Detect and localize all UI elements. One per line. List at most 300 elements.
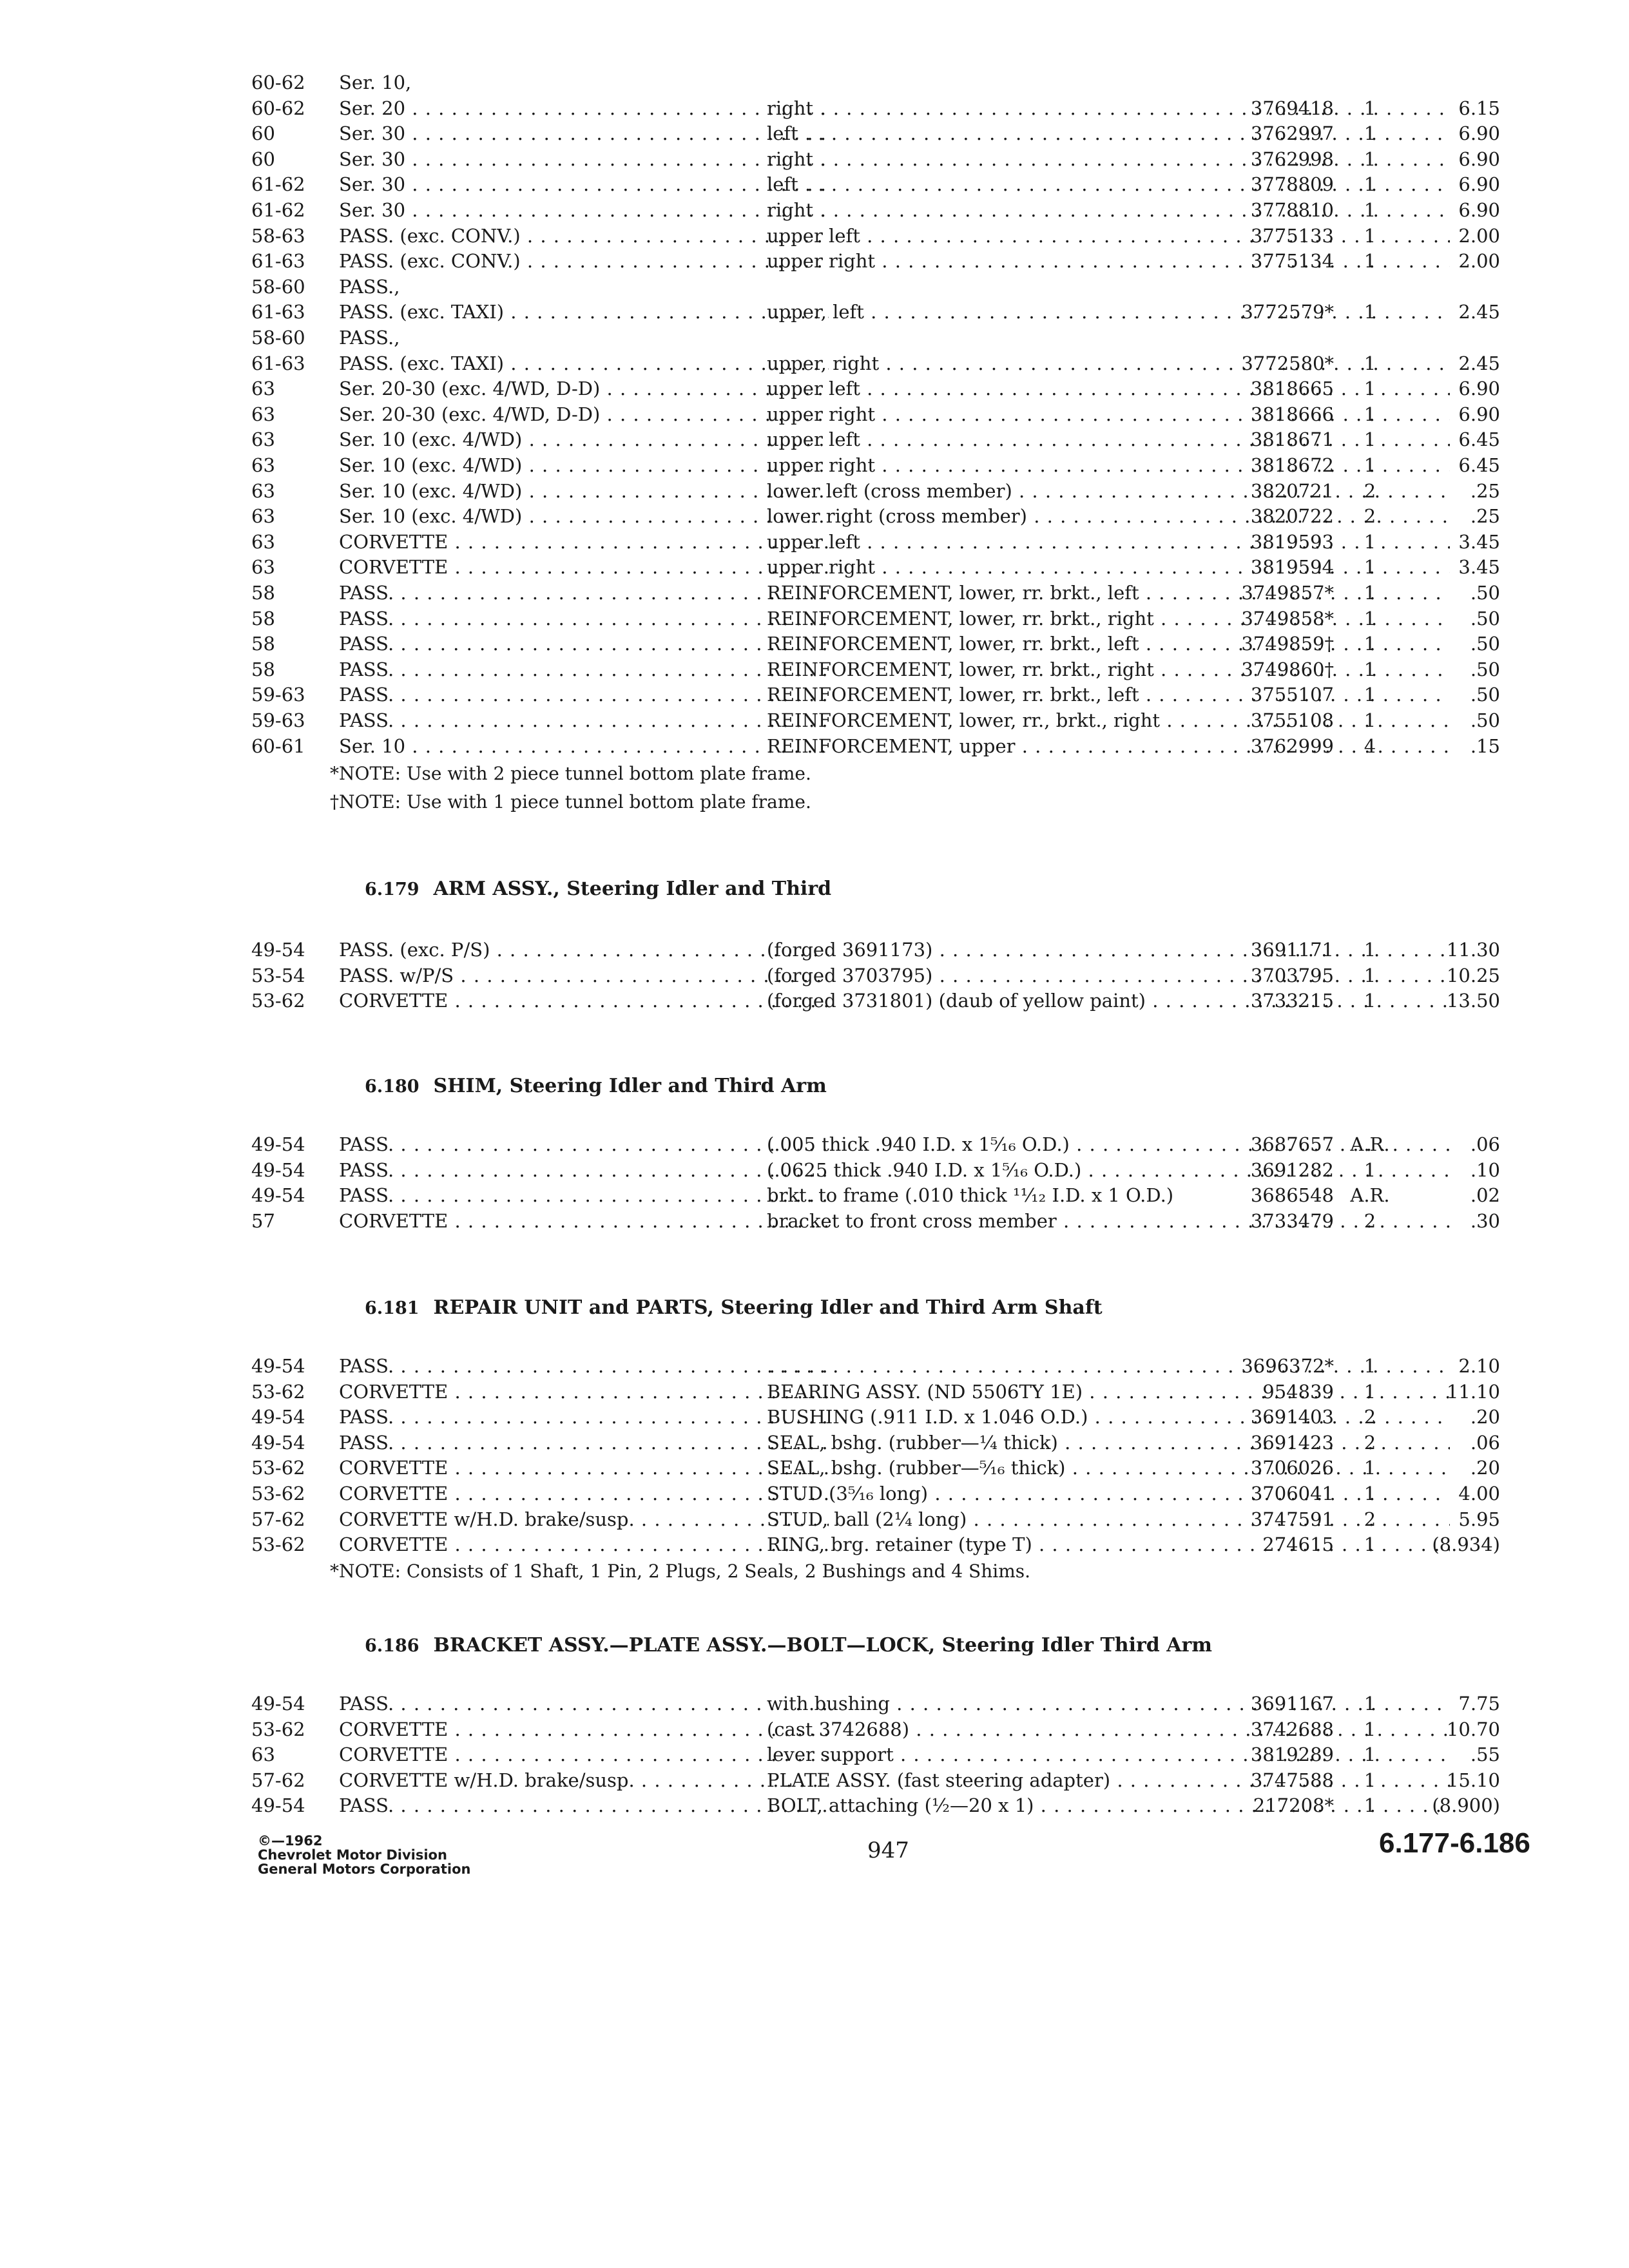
part-number-cell: 3775133: [1250, 224, 1334, 247]
year-cell: 61-62: [251, 173, 305, 196]
part-number-cell: 3733215: [1250, 990, 1334, 1012]
quantity-cell: 1: [1364, 658, 1376, 680]
table-row: [251, 223, 1500, 249]
price-cell: (8.900): [1432, 1794, 1500, 1817]
quantity-cell: 1: [1364, 530, 1376, 553]
description-cell: upper right . . .: [767, 248, 1450, 274]
model-cell: PASS. . . .: [339, 580, 829, 606]
year-cell: 53-62: [251, 1483, 305, 1504]
part-number-cell: 3749858*: [1241, 607, 1334, 629]
year-cell: 57-62: [251, 1769, 305, 1791]
quantity-cell: 1: [1364, 939, 1376, 961]
part-number-cell: 3818672: [1250, 454, 1334, 476]
description-cell: SEAL, bshg. (rubber—⁵⁄₁₆ thick) . . .: [767, 1455, 1450, 1481]
section-number: 6.181: [365, 1298, 419, 1318]
price-cell: 2.00: [1458, 250, 1500, 273]
table-row: [251, 452, 1500, 478]
table-row: [251, 1767, 1500, 1793]
year-cell: 49-54: [251, 1133, 305, 1155]
description-cell: REINFORCEMENT, lower, rr., brkt., right . . .: [767, 707, 1450, 733]
year-cell: 63: [251, 378, 275, 400]
part-number-cell: 3818666: [1250, 403, 1334, 425]
quantity-cell: 1: [1364, 633, 1376, 655]
price-cell: .50: [1470, 607, 1500, 629]
year-cell: 49-54: [251, 1184, 305, 1207]
part-number-cell: 3691282: [1250, 1158, 1334, 1181]
table-row: [251, 1157, 1500, 1183]
model-cell: Ser. 10 (exc. 4/WD) . . .: [339, 452, 829, 478]
description-cell: upper, right . . .: [767, 351, 1450, 376]
quantity-cell: 1: [1364, 1158, 1376, 1181]
year-cell: 60-62: [251, 97, 305, 119]
model-cell: CORVETTE w/H.D. brake/susp. . . .: [339, 1767, 829, 1793]
section-title: ARM ASSY., Steering Idler and Third: [433, 878, 832, 900]
price-cell: .06: [1470, 1431, 1500, 1454]
table-row: [251, 146, 1500, 172]
price-cell: .10: [1470, 1158, 1500, 1181]
model-cell: Ser. 30 . . .: [339, 171, 829, 197]
part-number-cell: 3686548: [1250, 1184, 1334, 1207]
copyright: ©—1962: [258, 1833, 323, 1849]
year-cell: 58-60: [251, 327, 305, 349]
section-heading: [365, 1634, 1212, 1657]
price-cell: 5.95: [1458, 1508, 1500, 1530]
table-row: [251, 248, 1500, 274]
description-cell: PLATE ASSY. (fast steering adapter) . . .: [767, 1767, 1450, 1793]
price-cell: 11.10: [1446, 1380, 1500, 1403]
year-cell: 53-54: [251, 964, 305, 986]
description-cell: (.0625 thick .940 I.D. x 1⁵⁄₁₆ O.D.) . . .: [767, 1157, 1450, 1183]
part-number-cell: 954839: [1262, 1380, 1334, 1403]
year-cell: 61-63: [251, 352, 305, 374]
table-row: [251, 95, 1500, 121]
table-row: [251, 1792, 1500, 1818]
model-cell: CORVETTE . . .: [339, 988, 829, 1014]
description-cell: BOLT, attaching (½—20 x 1) . . .: [767, 1792, 1450, 1818]
table-row: [251, 376, 1500, 401]
price-cell: (8.934): [1432, 1533, 1500, 1556]
year-cell: 61-63: [251, 250, 305, 273]
price-cell: .02: [1470, 1184, 1500, 1207]
year-cell: 63: [251, 454, 275, 476]
year-cell: 63: [251, 479, 275, 502]
price-cell: 2.00: [1458, 224, 1500, 247]
model-cell: PASS. w/P/S . . .: [339, 963, 829, 988]
table-row: [251, 1208, 1500, 1234]
description-cell: bracket to front cross member . . .: [767, 1208, 1450, 1234]
table-row: [251, 427, 1500, 452]
year-cell: 53-62: [251, 1533, 305, 1556]
table-row: [251, 325, 1463, 351]
model-cell: PASS. . . .: [339, 1182, 829, 1208]
price-cell: .50: [1470, 633, 1500, 655]
model-cell: PASS. (exc. CONV.) . . .: [339, 248, 829, 274]
year-cell: 63: [251, 556, 275, 579]
description-cell: SEAL, bshg. (rubber—¼ thick) . . .: [767, 1430, 1450, 1456]
part-number-cell: 3819593: [1250, 530, 1334, 553]
table-row: [251, 1455, 1500, 1481]
price-cell: 2.10: [1458, 1355, 1500, 1377]
description-cell: upper left . . .: [767, 223, 1450, 249]
price-cell: 3.45: [1458, 530, 1500, 553]
quantity-cell: 4: [1364, 735, 1376, 757]
model-cell: Ser. 10 (exc. 4/WD) . . .: [339, 503, 829, 529]
year-cell: 49-54: [251, 1693, 305, 1715]
part-number-cell: 3820722: [1250, 505, 1334, 528]
description-cell: upper left . . .: [767, 376, 1450, 401]
model-cell: PASS. . . .: [339, 1404, 829, 1430]
model-cell: CORVETTE . . .: [339, 529, 829, 555]
page-number: 947: [867, 1838, 909, 1863]
part-number-cell: 3696372*: [1241, 1355, 1334, 1377]
quantity-cell: A.R.: [1350, 1184, 1390, 1207]
part-number-cell: 3778809: [1250, 173, 1334, 196]
part-number-cell: 3747588: [1250, 1769, 1334, 1791]
model-cell: PASS.,: [339, 327, 400, 349]
price-cell: .50: [1470, 658, 1500, 680]
year-cell: 59-63: [251, 684, 305, 706]
price-cell: 11.30: [1446, 939, 1500, 961]
description-cell: REINFORCEMENT, lower, rr. brkt., left . . .: [767, 580, 1450, 606]
model-cell: PASS. . . .: [339, 631, 829, 657]
table-row: [251, 478, 1500, 504]
year-cell: 49-54: [251, 1431, 305, 1454]
part-number-cell: 3819289: [1250, 1744, 1334, 1766]
price-cell: 6.90: [1458, 122, 1500, 145]
model-cell: PASS. . . .: [339, 682, 829, 707]
year-cell: 63: [251, 403, 275, 425]
price-cell: 4.00: [1458, 1483, 1500, 1504]
model-cell: CORVETTE . . .: [339, 554, 829, 580]
year-cell: 58: [251, 658, 275, 680]
quantity-cell: 1: [1364, 709, 1376, 731]
part-number-cell: 3733479: [1250, 1209, 1334, 1232]
table-row: [251, 503, 1500, 529]
model-cell: PASS. . . .: [339, 1157, 829, 1183]
part-number-cell: 3703795: [1250, 964, 1334, 986]
table-row: [251, 1404, 1500, 1430]
quantity-cell: 1: [1364, 378, 1376, 400]
description-cell: brkt. to frame (.010 thick ¹¹⁄₁₂ I.D. x 1 O.D.): [767, 1184, 1174, 1207]
description-cell: (forged 3703795) . . .: [767, 963, 1450, 988]
price-cell: 2.45: [1458, 301, 1500, 323]
quantity-cell: 1: [1364, 684, 1376, 706]
part-number-cell: 217208*: [1253, 1794, 1334, 1817]
quantity-cell: 1: [1364, 250, 1376, 273]
part-number-cell: 3818671: [1250, 428, 1334, 451]
price-cell: 10.70: [1446, 1718, 1500, 1740]
description-cell: REINFORCEMENT, upper . . .: [767, 733, 1450, 759]
year-cell: 60-61: [251, 735, 305, 757]
footnote: *NOTE: Consists of 1 Shaft, 1 Pin, 2 Plugs, 2 Seals, 2 Bushings and 4 Shims.: [330, 1560, 1031, 1582]
model-cell: PASS. . . .: [339, 606, 829, 631]
description-cell: left . . .: [767, 171, 1450, 197]
quantity-cell: 1: [1364, 403, 1376, 425]
year-cell: 53-62: [251, 1718, 305, 1740]
year-cell: 57: [251, 1209, 275, 1232]
model-cell: Ser. 30 . . .: [339, 120, 829, 146]
division-name: Chevrolet Motor Division: [258, 1847, 447, 1863]
model-cell: PASS. (exc. P/S) . . .: [339, 937, 829, 963]
table-row: [251, 554, 1500, 580]
year-cell: 60: [251, 148, 275, 170]
model-cell: PASS. (exc. TAXI) . . .: [339, 299, 829, 325]
footnote: †NOTE: Use with 1 piece tunnel bottom plate frame.: [330, 791, 811, 813]
model-cell: PASS. . . .: [339, 657, 829, 682]
model-cell: Ser. 10 . . .: [339, 733, 829, 759]
price-cell: .55: [1470, 1744, 1500, 1766]
year-cell: 49-54: [251, 1158, 305, 1181]
model-cell: CORVETTE w/H.D. brake/susp. . . .: [339, 1506, 829, 1532]
table-row: [251, 1379, 1500, 1405]
year-cell: 58: [251, 607, 275, 629]
table-row: [251, 401, 1500, 427]
model-cell: Ser. 20-30 (exc. 4/WD, D-D) . . .: [339, 376, 829, 401]
quantity-cell: 2: [1364, 1431, 1376, 1454]
part-number-cell: 3778810: [1250, 199, 1334, 221]
section-number: 6.186: [365, 1636, 419, 1656]
year-cell: 63: [251, 1744, 275, 1766]
model-cell: PASS. (exc. CONV.) . . .: [339, 223, 829, 249]
price-cell: .20: [1470, 1457, 1500, 1479]
quantity-cell: 1: [1364, 1533, 1376, 1556]
part-number-cell: 274615: [1262, 1533, 1334, 1556]
table-row: [251, 1716, 1500, 1742]
description-cell: right . . .: [767, 146, 1450, 172]
table-row: [251, 1131, 1500, 1157]
part-number-cell: 3749857*: [1241, 582, 1334, 604]
section-heading: [365, 1075, 827, 1097]
table-row: [251, 1506, 1500, 1532]
year-cell: 58: [251, 582, 275, 604]
quantity-cell: 1: [1364, 1718, 1376, 1740]
table-row: [251, 1353, 1500, 1379]
quantity-cell: A.R.: [1350, 1133, 1390, 1155]
footnote: *NOTE: Use with 2 piece tunnel bottom plate frame.: [330, 763, 811, 785]
year-cell: 53-62: [251, 1380, 305, 1403]
model-cell: PASS.,: [339, 275, 400, 298]
section-heading: [365, 1296, 1103, 1319]
quantity-cell: 1: [1364, 1693, 1376, 1715]
quantity-cell: 1: [1364, 556, 1376, 579]
year-cell: 60-62: [251, 72, 305, 93]
part-number-cell: 3691167: [1250, 1693, 1334, 1715]
description-cell: lever support . . .: [767, 1742, 1450, 1767]
model-cell: CORVETTE . . .: [339, 1481, 829, 1506]
description-cell: RING, brg. retainer (type T) . . .: [767, 1532, 1450, 1557]
description-cell: REINFORCEMENT, lower, rr. brkt., left . . .: [767, 631, 1450, 657]
price-cell: 10.25: [1446, 964, 1500, 986]
part-number-cell: 3819594: [1250, 556, 1334, 579]
quantity-cell: 1: [1364, 122, 1376, 145]
table-row: [251, 963, 1500, 988]
section-title: BRACKET ASSY.—PLATE ASSY.—BOLT—LOCK, Steering Idler Third Arm: [433, 1634, 1213, 1657]
table-row: [251, 1532, 1500, 1557]
description-cell: (forged 3731801) (daub of yellow paint) . . .: [767, 988, 1450, 1014]
part-number-cell: 3818665: [1250, 378, 1334, 400]
description-cell: REINFORCEMENT, lower, rr. brkt., right . . .: [767, 657, 1450, 682]
quantity-cell: 2: [1364, 1209, 1376, 1232]
price-cell: 2.45: [1458, 352, 1500, 374]
quantity-cell: 2: [1364, 479, 1376, 502]
section-heading: [365, 878, 831, 900]
model-cell: Ser. 10 (exc. 4/WD) . . .: [339, 478, 829, 504]
description-cell: upper, left . . .: [767, 299, 1450, 325]
price-cell: .20: [1470, 1406, 1500, 1428]
price-cell: 6.90: [1458, 403, 1500, 425]
part-number-cell: 3687657: [1250, 1133, 1334, 1155]
part-number-cell: 3820721: [1250, 479, 1334, 502]
year-cell: 57-62: [251, 1508, 305, 1530]
description-cell: right . . .: [767, 95, 1450, 121]
year-cell: 53-62: [251, 990, 305, 1012]
quantity-cell: 1: [1364, 1380, 1376, 1403]
quantity-cell: 1: [1364, 352, 1376, 374]
quantity-cell: 1: [1364, 1769, 1376, 1791]
description-cell: upper right . . .: [767, 554, 1450, 580]
model-cell: CORVETTE . . .: [339, 1208, 829, 1234]
quantity-cell: 1: [1364, 97, 1376, 119]
year-cell: 49-54: [251, 1406, 305, 1428]
model-cell: CORVETTE . . .: [339, 1716, 829, 1742]
description-cell: STUD, ball (2¼ long) . . .: [767, 1506, 1450, 1532]
quantity-cell: 1: [1364, 582, 1376, 604]
table-row: [251, 197, 1500, 223]
quantity-cell: 1: [1364, 224, 1376, 247]
corporation-name: General Motors Corporation: [258, 1861, 471, 1877]
description-cell: (.005 thick .940 I.D. x 1⁵⁄₁₆ O.D.) . . .: [767, 1131, 1450, 1157]
quantity-cell: 2: [1364, 1406, 1376, 1428]
price-cell: 6.90: [1458, 199, 1500, 221]
model-cell: PASS. . . .: [339, 1691, 829, 1716]
part-number-cell: 3742688: [1250, 1718, 1334, 1740]
description-cell: with bushing . . .: [767, 1691, 1450, 1716]
year-cell: 63: [251, 530, 275, 553]
table-row: [251, 988, 1500, 1014]
price-cell: .50: [1470, 684, 1500, 706]
model-cell: PASS. . . .: [339, 707, 829, 733]
price-cell: 6.90: [1458, 148, 1500, 170]
price-cell: 13.50: [1446, 990, 1500, 1012]
price-cell: 7.75: [1458, 1693, 1500, 1715]
part-number-cell: 3755107: [1250, 684, 1334, 706]
quantity-cell: 1: [1364, 148, 1376, 170]
year-cell: 63: [251, 505, 275, 528]
price-cell: 6.45: [1458, 428, 1500, 451]
section-number: 6.179: [365, 879, 419, 899]
quantity-cell: 1: [1364, 1483, 1376, 1504]
table-row: [251, 580, 1500, 606]
model-cell: PASS. . . .: [339, 1131, 829, 1157]
year-cell: 61-62: [251, 199, 305, 221]
year-cell: 58: [251, 633, 275, 655]
part-number-cell: 3706026: [1250, 1457, 1334, 1479]
price-cell: .50: [1470, 582, 1500, 604]
description-cell: (cast 3742688) . . .: [767, 1716, 1450, 1742]
model-cell: PASS. . . .: [339, 1430, 829, 1456]
quantity-cell: 1: [1364, 199, 1376, 221]
footer-credits: [258, 1834, 470, 1876]
part-number-cell: 3772579*: [1241, 301, 1334, 323]
year-cell: 61-63: [251, 301, 305, 323]
quantity-cell: 1: [1364, 964, 1376, 986]
quantity-cell: 1: [1364, 990, 1376, 1012]
part-number-cell: 3691423: [1250, 1431, 1334, 1454]
table-row: [251, 682, 1500, 707]
price-cell: .06: [1470, 1133, 1500, 1155]
part-number-cell: 3762997: [1250, 122, 1334, 145]
quantity-cell: 1: [1364, 1794, 1376, 1817]
quantity-cell: 1: [1364, 428, 1376, 451]
description-cell: STUD (3⁵⁄₁₆ long) . . .: [767, 1481, 1450, 1506]
table-row: [251, 1182, 1500, 1208]
description-cell: upper right . . .: [767, 452, 1450, 478]
table-row: [251, 631, 1500, 657]
quantity-cell: 1: [1364, 1457, 1376, 1479]
price-cell: 6.15: [1458, 97, 1500, 119]
part-number-cell: 3775134: [1250, 250, 1334, 273]
table-row: [251, 120, 1500, 146]
quantity-cell: 1: [1364, 1744, 1376, 1766]
description-cell: REINFORCEMENT, lower, rr. brkt., right . . .: [767, 606, 1450, 631]
description-cell: right . . .: [767, 197, 1450, 223]
quantity-cell: 2: [1364, 1508, 1376, 1530]
table-row: [251, 606, 1500, 631]
quantity-cell: 1: [1364, 173, 1376, 196]
table-row: [251, 937, 1500, 963]
model-cell: PASS. . . .: [339, 1792, 829, 1818]
year-cell: 63: [251, 428, 275, 451]
table-row: [251, 171, 1500, 197]
table-row: [251, 1430, 1500, 1456]
section-number: 6.180: [365, 1077, 419, 1097]
description-cell: lower right (cross member) . . .: [767, 503, 1450, 529]
year-cell: 49-54: [251, 1355, 305, 1377]
description-cell: upper left . . .: [767, 427, 1450, 452]
model-cell: Ser. 10,: [339, 72, 412, 93]
year-cell: 49-54: [251, 939, 305, 961]
description-cell: (forged 3691173) . . .: [767, 937, 1450, 963]
table-row: [251, 299, 1500, 325]
model-cell: Ser. 30 . . .: [339, 146, 829, 172]
price-cell: 6.90: [1458, 173, 1500, 196]
price-cell: 6.90: [1458, 378, 1500, 400]
quantity-cell: 1: [1364, 607, 1376, 629]
quantity-cell: 2: [1364, 505, 1376, 528]
model-cell: CORVETTE . . .: [339, 1532, 829, 1557]
model-cell: CORVETTE . . .: [339, 1379, 829, 1405]
part-number-cell: 3762999: [1250, 735, 1334, 757]
price-cell: .25: [1470, 479, 1500, 502]
part-number-cell: 3747591: [1250, 1508, 1334, 1530]
model-cell: CORVETTE . . .: [339, 1455, 829, 1481]
price-cell: .50: [1470, 709, 1500, 731]
price-cell: 6.45: [1458, 454, 1500, 476]
price-cell: .25: [1470, 505, 1500, 528]
model-cell: Ser. 20 . . .: [339, 95, 829, 121]
table-row: [251, 733, 1500, 759]
year-cell: 49-54: [251, 1794, 305, 1817]
part-number-cell: 3769418: [1250, 97, 1334, 119]
table-row: [251, 529, 1500, 555]
model-cell: Ser. 30 . . .: [339, 197, 829, 223]
price-cell: .15: [1470, 735, 1500, 757]
part-number-cell: 3706041: [1250, 1483, 1334, 1504]
part-number-cell: 3691403: [1250, 1406, 1334, 1428]
part-number-cell: 3749859†: [1241, 633, 1334, 655]
quantity-cell: 1: [1364, 301, 1376, 323]
model-cell: Ser. 20-30 (exc. 4/WD, D-D) . . .: [339, 401, 829, 427]
